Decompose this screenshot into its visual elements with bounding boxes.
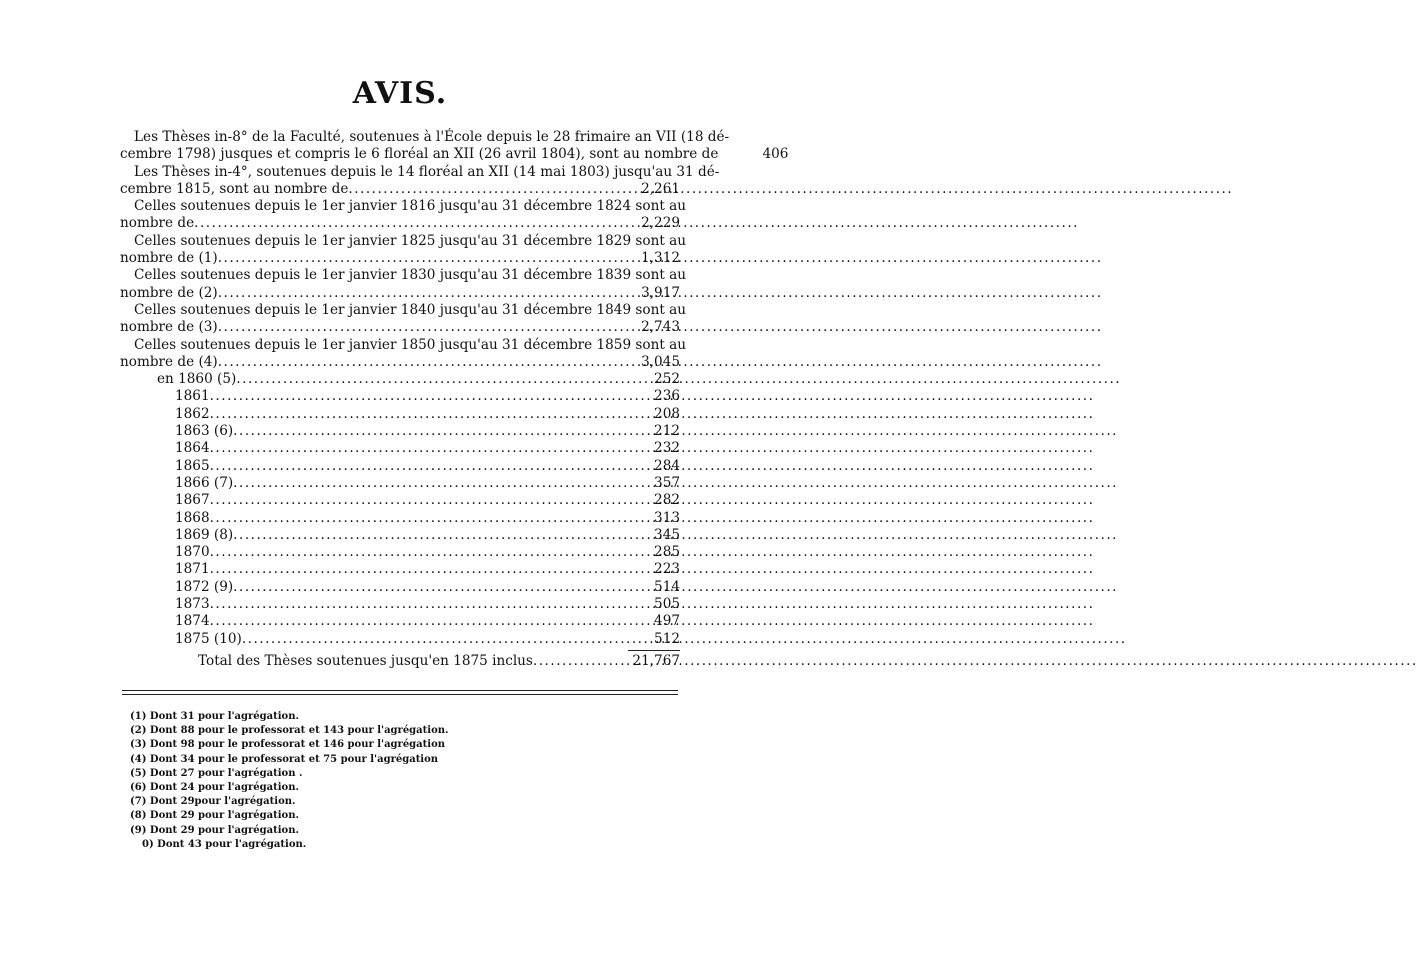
year-value: 357	[654, 474, 680, 491]
year-value: 223	[654, 561, 680, 578]
year-value: 236	[654, 388, 680, 405]
year-row: 1873 ..... 505	[120, 596, 680, 613]
total-rule	[628, 650, 680, 651]
footnote: (2) Dont 88 pour le professorat et 143 pour l'agrégation.	[130, 725, 449, 737]
period-line-1: Celles soutenues depuis le 1er janvier 1850 jusqu'au 31 décembre 1859 sont au	[134, 336, 686, 353]
total-row	[120, 653, 680, 670]
footnote: (5) Dont 27 pour l'agrégation .	[130, 767, 303, 779]
year-value: 284	[654, 457, 680, 474]
total-value: 21,767	[632, 652, 680, 669]
year-row: 1862 ..... 208	[120, 406, 680, 423]
year-row: 1869 (8) ..... 345	[120, 527, 680, 544]
year-value: 212	[654, 423, 680, 440]
period-line-1: Celles soutenues depuis le 1er janvier 1840 jusqu'au 31 décembre 1849 sont au	[134, 301, 686, 318]
separator-rule	[122, 690, 678, 691]
year-row: 1868 ..... 313	[120, 510, 680, 527]
period-value: 2,229	[641, 215, 680, 232]
year-row: 1861 ..... 236	[120, 388, 680, 405]
year-value: 345	[654, 526, 680, 543]
footnote: (7) Dont 29pour l'agrégation.	[130, 796, 296, 808]
year-value: 313	[654, 509, 680, 526]
year-value: 252	[654, 371, 680, 388]
period-value: 3,045	[641, 353, 680, 370]
page-title: AVIS.	[352, 76, 448, 111]
period-value: 1,312	[641, 250, 680, 267]
year-value: 505	[654, 596, 680, 613]
year-row: 1864 ..... 232	[120, 440, 680, 457]
year-row: 1867 ..... 282	[120, 492, 680, 509]
year-row: 1865 ..... 284	[120, 458, 680, 475]
year-value: 514	[654, 578, 680, 595]
footnote: (6) Dont 24 pour l'agrégation.	[130, 782, 299, 794]
footnote: 0) Dont 43 pour l'agrégation.	[142, 838, 307, 850]
total-label: Total des Thèses soutenues jusqu'en 1875 inclus	[198, 652, 533, 669]
separator-rule	[122, 694, 678, 695]
year-row: 1870 ..... 285	[120, 544, 680, 561]
year-value: 232	[654, 440, 680, 457]
dot-leader	[242, 631, 1127, 648]
year-value: 208	[654, 405, 680, 422]
intro-paragraph-2-value: 2,261	[641, 180, 680, 197]
year-value: 497	[654, 613, 680, 630]
year-row: 1866 (7) ..... 357	[120, 475, 680, 492]
footnote: (1) Dont 31 pour l'agrégation.	[130, 711, 299, 722]
year-value: 282	[654, 492, 680, 509]
period-line-1: Celles soutenues depuis le 1er janvier 1825 jusqu'au 31 décembre 1829 sont au	[134, 232, 686, 249]
year-row: 1875 (10) ..... 512	[120, 631, 680, 648]
period-value: 3,917	[641, 284, 680, 301]
period-line-2: nombre de (3) ..... 2,743	[120, 319, 680, 336]
period-line-1: Celles soutenues depuis le 1er janvier 1830 jusqu'au 31 décembre 1839 sont au	[134, 267, 686, 284]
period-line-2: nombre de (1) ..... 1,312	[120, 250, 680, 267]
period-line-2: nombre de (2) ..... 3,917	[120, 285, 680, 302]
thesis-count-table	[120, 129, 789, 670]
intro-paragraph-2-line-2: cembre 1815, sont au nombre de ..... 2,261	[120, 181, 680, 198]
period-line-1: Celles soutenues depuis le 1er janvier 1816 jusqu'au 31 décembre 1824 sont au	[134, 198, 686, 215]
footnote: (8) Dont 29 pour l'agrégation.	[130, 810, 299, 822]
footnote: (3) Dont 98 pour le professorat et 146 pour l'agrégation	[130, 739, 446, 751]
footnotes	[130, 710, 530, 852]
intro-paragraph-1-value: 406	[762, 146, 789, 163]
year-row: 1871 ..... 223	[120, 561, 680, 578]
footnote: (4) Dont 34 pour le professorat et 75 pour l'agrégation	[130, 753, 439, 765]
year-row: 1863 (6) ..... 212	[120, 423, 680, 440]
year-row: 1874 ..... 497	[120, 613, 680, 630]
year-row: 1872 (9) ..... 514	[120, 579, 680, 596]
year-value: 512	[654, 630, 680, 647]
dot-leader	[348, 181, 1233, 198]
intro-paragraph-1-line-2: cembre 1798) jusques et compris le 6 floréal an XII (26 avril 1804), sont au nombre de 406	[120, 146, 789, 163]
period-value: 2,743	[641, 319, 680, 336]
period-line-2: nombre de (4) ..... 3,045	[120, 354, 680, 371]
period-line-2: nombre de ..... 2,229	[120, 215, 680, 232]
year-value: 285	[654, 544, 680, 561]
footnote: (9) Dont 29 pour l'agrégation.	[130, 824, 299, 836]
intro-paragraph-2-line-1: Les Thèses in-4°, soutenues depuis le 14 floréal an XII (14 mai 1803) jusqu'au 31 dé-	[134, 163, 720, 180]
intro-paragraph-1-line-1: Les Thèses in-8° de la Faculté, soutenues à l'École depuis le 28 frimaire an VII (18 dé-	[134, 129, 730, 145]
year-row: en 1860 (5) ..... 252	[120, 371, 680, 388]
